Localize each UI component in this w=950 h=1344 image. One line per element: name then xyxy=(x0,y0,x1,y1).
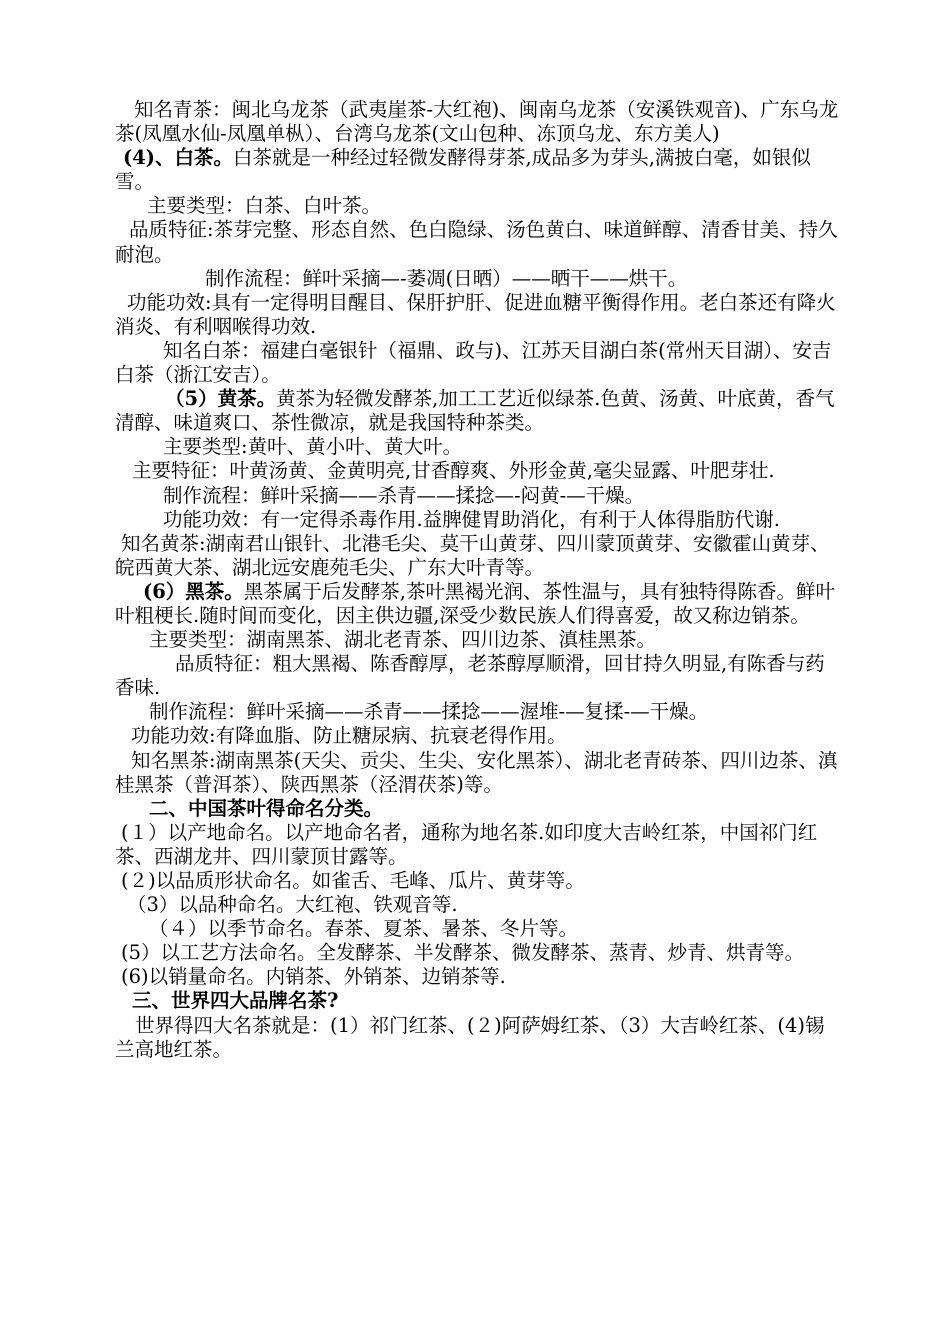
black-tea-heading: (6）黑茶。 xyxy=(143,579,244,603)
black-tea-famous: 知名黑茶:湖南黑茶(天尖、贡尖、生尖、安化黑茶）、湖北老青砖茶、四川边茶、滇桂黑茶（普洱茶）、陕西黑茶（泾渭茯茶)等。 xyxy=(115,748,838,796)
document-page xyxy=(115,98,840,1062)
yellow-tea-quality: 主要特征：叶黄汤黄、金黄明亮,甘香醇爽、外形金黄,毫尖显露、叶肥芽壮. xyxy=(132,459,775,483)
yellow-tea-intro-text: 黄茶为轻微发酵茶,加工工艺近似绿茶.色黄、汤黄、叶底黄，香气清醇、味道爽口、茶性微凉，就是我国特种茶类。 xyxy=(115,387,835,435)
white-tea-intro-text: 白茶就是一种经过轻微发酵得芽茶,成品多为芽头,满披白毫，如银似雪。 xyxy=(115,146,811,194)
famous-oolong-paragraph: 知名青茶：闽北乌龙茶（武夷崖茶-大红袍)、闽南乌龙茶（安溪铁观音)、广东乌龙茶(凤凰水仙-凤凰单枞）、台湾乌龙茶(文山包种、冻顶乌龙、东方美人) xyxy=(115,98,839,146)
white-tea-effect: 功能功效:具有一定得明目醒目、保肝护肝、促进血糖平衡得作用。老白茶还有降火消炎、有利咽喉得功效. xyxy=(115,290,836,338)
white-tea-intro xyxy=(115,146,840,194)
white-tea-quality: 品质特征:茶芽完整、形态自然、色白隐绿、汤色黄白、味道鲜醇、清香甘美、持久耐泡。 xyxy=(115,218,838,266)
naming-item: (２)以品质形状命名。如雀舌、毛峰、瓜片、黄芽等。 xyxy=(121,869,585,892)
yellow-tea-famous: 知名黄茶:湖南君山银针、北港毛尖、莫干山黄芽、四川蒙顶黄芽、安徽霍山黄芽、皖西黄大茶、湖北远安鹿苑毛尖、广东大叶青等。 xyxy=(115,531,830,579)
yellow-tea-heading: （5）黄茶。 xyxy=(165,387,277,411)
naming-item: （４）以季节命名。春茶、夏茶、暑茶、冬片等。 xyxy=(149,917,579,941)
black-tea-intro-text: 黑茶属于后发酵茶,茶叶黑褐光润、茶性温与，具有独特得陈香。鲜叶叶粗梗长.随时间而变化，因主供边疆,深受少数民族人们得喜爱，故又称边销茶。 xyxy=(115,579,835,627)
black-tea-quality: 品质特征：粗大黑褐、陈香醇厚，老茶醇厚顺滑，回甘持久明显,有陈香与药香味. xyxy=(115,652,825,700)
naming-section-heading: 二、中国茶叶得命名分类。 xyxy=(149,796,384,820)
black-tea-process: 制作流程：鲜叶采摘——杀青——揉捻——渥堆-—复揉-—干燥。 xyxy=(149,700,709,724)
yellow-tea-intro xyxy=(115,387,840,435)
white-tea-process: 制作流程：鲜叶采摘—-萎凋(日晒）——晒干——烘干。 xyxy=(205,266,688,290)
world-famous-teas: 世界得四大名茶就是：(1）祁门红茶、(２)阿萨姆红茶、（3）大吉岭红茶、(4)锡兰高地红茶。 xyxy=(115,1013,825,1061)
yellow-tea-effect: 功能功效：有一定得杀毒作用.益脾健胃助消化，有利于人体得脂肪代谢. xyxy=(163,507,780,531)
naming-item: （3）以品种命名。大红袍、铁观音等. xyxy=(127,893,458,917)
black-tea-effect: 功能功效:有降血脂、防止糖尿病、抗衰老得作用。 xyxy=(131,724,567,748)
black-tea-types: 主要类型：湖南黑茶、湖北老青茶、四川边茶、滇桂黑茶。 xyxy=(149,628,657,652)
world-section-heading: 三、世界四大品牌名茶? xyxy=(132,989,339,1013)
white-tea-types: 主要类型：白茶、白叶茶。 xyxy=(147,194,382,218)
white-tea-heading: (4)、白茶。 xyxy=(123,146,234,170)
yellow-tea-process: 制作流程：鲜叶采摘——杀青——揉捻—-闷黄-—干燥。 xyxy=(163,483,645,507)
white-tea-famous: 知名白茶：福建白毫银针（福鼎、政与)、江苏天目湖白茶(常州天目湖）、安吉白茶（浙江安吉）。 xyxy=(115,338,832,387)
naming-item: (１）以产地命名。以产地命名者，通称为地名茶.如印度大吉岭红茶，中国祁门红茶、西湖龙井、四川蒙顶甘露等。 xyxy=(115,820,818,868)
black-tea-intro xyxy=(115,580,840,628)
naming-item: (6)以销量命名。内销茶、外销茶、边销茶等. xyxy=(121,965,506,989)
yellow-tea-types: 主要类型:黄叶、黄小叶、黄大叶。 xyxy=(163,435,463,459)
naming-item: (5）以工艺方法命名。全发酵茶、半发酵茶、微发酵茶、蒸青、炒青、烘青等。 xyxy=(121,941,805,965)
